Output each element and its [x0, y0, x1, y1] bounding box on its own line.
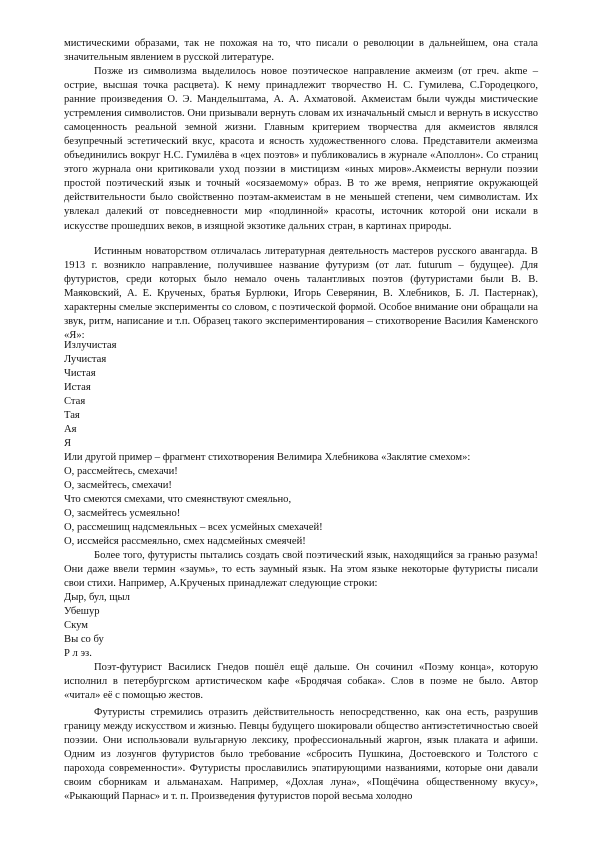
poem-line: Лучистая [64, 354, 107, 365]
poem-line: Истая [64, 382, 91, 393]
khlebnikov-intro: Или другой пример – фрагмент стихотворения Велимира Хлебникова «Заклятие смехом»: [64, 452, 471, 463]
poem-line: Ая [64, 424, 77, 435]
poem-line: Я [64, 438, 72, 449]
poem-line: Убешур [64, 606, 100, 617]
paragraph-acmeism: Позже из символизма выделилось новое поэтическое направление акмеизм (от греч. akme – острие, высшая точка расцвета). К нему принадлежит творчество Н. С. Гумилева, С.Городецкого, ранние произведения О. Э. Мандельштама, А. А. Ахматовой. Акмеистам были чужды мистические устремления символистов. Они призывали вернуть словам их изначальный смысл и вернуть в искусство самоценность реальной земной жизни. Главным критерием творчества для акмеистов являлся безупречный эстетический вкус, красота и ясность художественного слова. Представители акмеизма объединились вокруг Н.С. Гумилёва в «цех поэтов» и публиковались в журнале «Аполлон». Со страниц этого журнала они критиковали уход поэзии в мистицизм «иных миров».Акмеисты вернули поэзии простой поэтический язык и точный «осязаемому» образ. В то же время, неприятие окружающей действительности было свойственно поэтам-акмеистам в не меньшей степени, чем символистам. Их увлекал далекий от повседневности мир «подлинной» красоты, источник которой они искали в искусстве прошедших веков, в изящной экзотике дальних стран, в картинах природы. [64, 66, 538, 232]
poem-line: Дыр, бул, щыл [64, 592, 130, 603]
poem-line: Излучистая [64, 340, 117, 351]
poem-line: Скум [64, 620, 88, 631]
poem-line: О, иссмейся рассмеяльно, смех надсмейных смеячей! [64, 536, 306, 547]
paragraph-futurism: Истинным новаторством отличалась литературная деятельность мастеров русского авангарда. В 1913 г. возникло направление, получившее название футуризм (от лат. futurum – будущее). Для футуристов, среди которых было немало очень талантливых поэтов (футуристами были В. В. Маяковский, А. Е. Крученых, братья Бурлюки, Игорь Северянин, В. Хлебников, Б. Л. Пастернак), характерны смелые эксперименты со словом, с поэтической формой. Особое внимание они обращали на звук, ритм, написание и т.п. Образец такого экспериментирования – стихотворение Василия Каменского «Я»: [64, 246, 538, 342]
paragraph-gnedov: Поэт-футурист Василиск Гнедов пошёл ещё дальше. Он сочинил «Поэму конца», которую исполнил в петербургском артистическом кафе «Бродячая собака». Слов в поэме не было. Автор «читал» её с помощью жестов. [64, 662, 538, 702]
poem-line: О, рассмейтесь, смехачи! [64, 466, 178, 477]
paragraph-futurists-reality: Футуристы стремились отразить действительность непосредственно, как она есть, разрушив границу между искусством и жизнью. Певцы будущего шокировали общество антиэстетичностью своей поэзии. Они использовали вульгарную лексику, профессиональный жаргон, язык плаката и афиши. Одним из лозунгов футуристов было требование «сбросить Пушкина, Достоевского и Толстого с парохода современности». Футуристы прославились эпатирующими названиями, которые они давали своим сборникам и альманахам. Например, «Дохлая луна», «Пощёчина общественному вкусу», «Рыкающий Парнас» и т. п. Произведения футуристов порой весьма холодно [64, 707, 538, 803]
poem-line: Чистая [64, 368, 96, 379]
paragraph-zaum: Более того, футуристы пытались создать свой поэтический язык, находящийся за гранью разума! Они даже ввели термин «заумь», то есть заумный язык. На этом языке некоторые футуристы писали свои стихи. Например, А.Крученых принадлежат следующие строки: [64, 550, 538, 590]
poem-line: О, рассмешищ надсмеяльных – всех усмейных смехачей! [64, 522, 323, 533]
poem-line: Стая [64, 396, 86, 407]
poem-line: Вы со бу [64, 634, 104, 645]
poem-line: Р л эз. [64, 648, 92, 659]
poem-line: О, засмейтесь усмеяльно! [64, 508, 181, 519]
poem-line: О, засмейтесь, смехачи! [64, 480, 172, 491]
poem-line: Тая [64, 410, 80, 421]
poem-line: Что смеются смехами, что смеянствуют смеяльно, [64, 494, 292, 505]
paragraph-intro: мистическими образами, так не похожая на то, что писали о революции в дальнейшем, она стала значительным явлением в русской литературе. [64, 38, 538, 64]
